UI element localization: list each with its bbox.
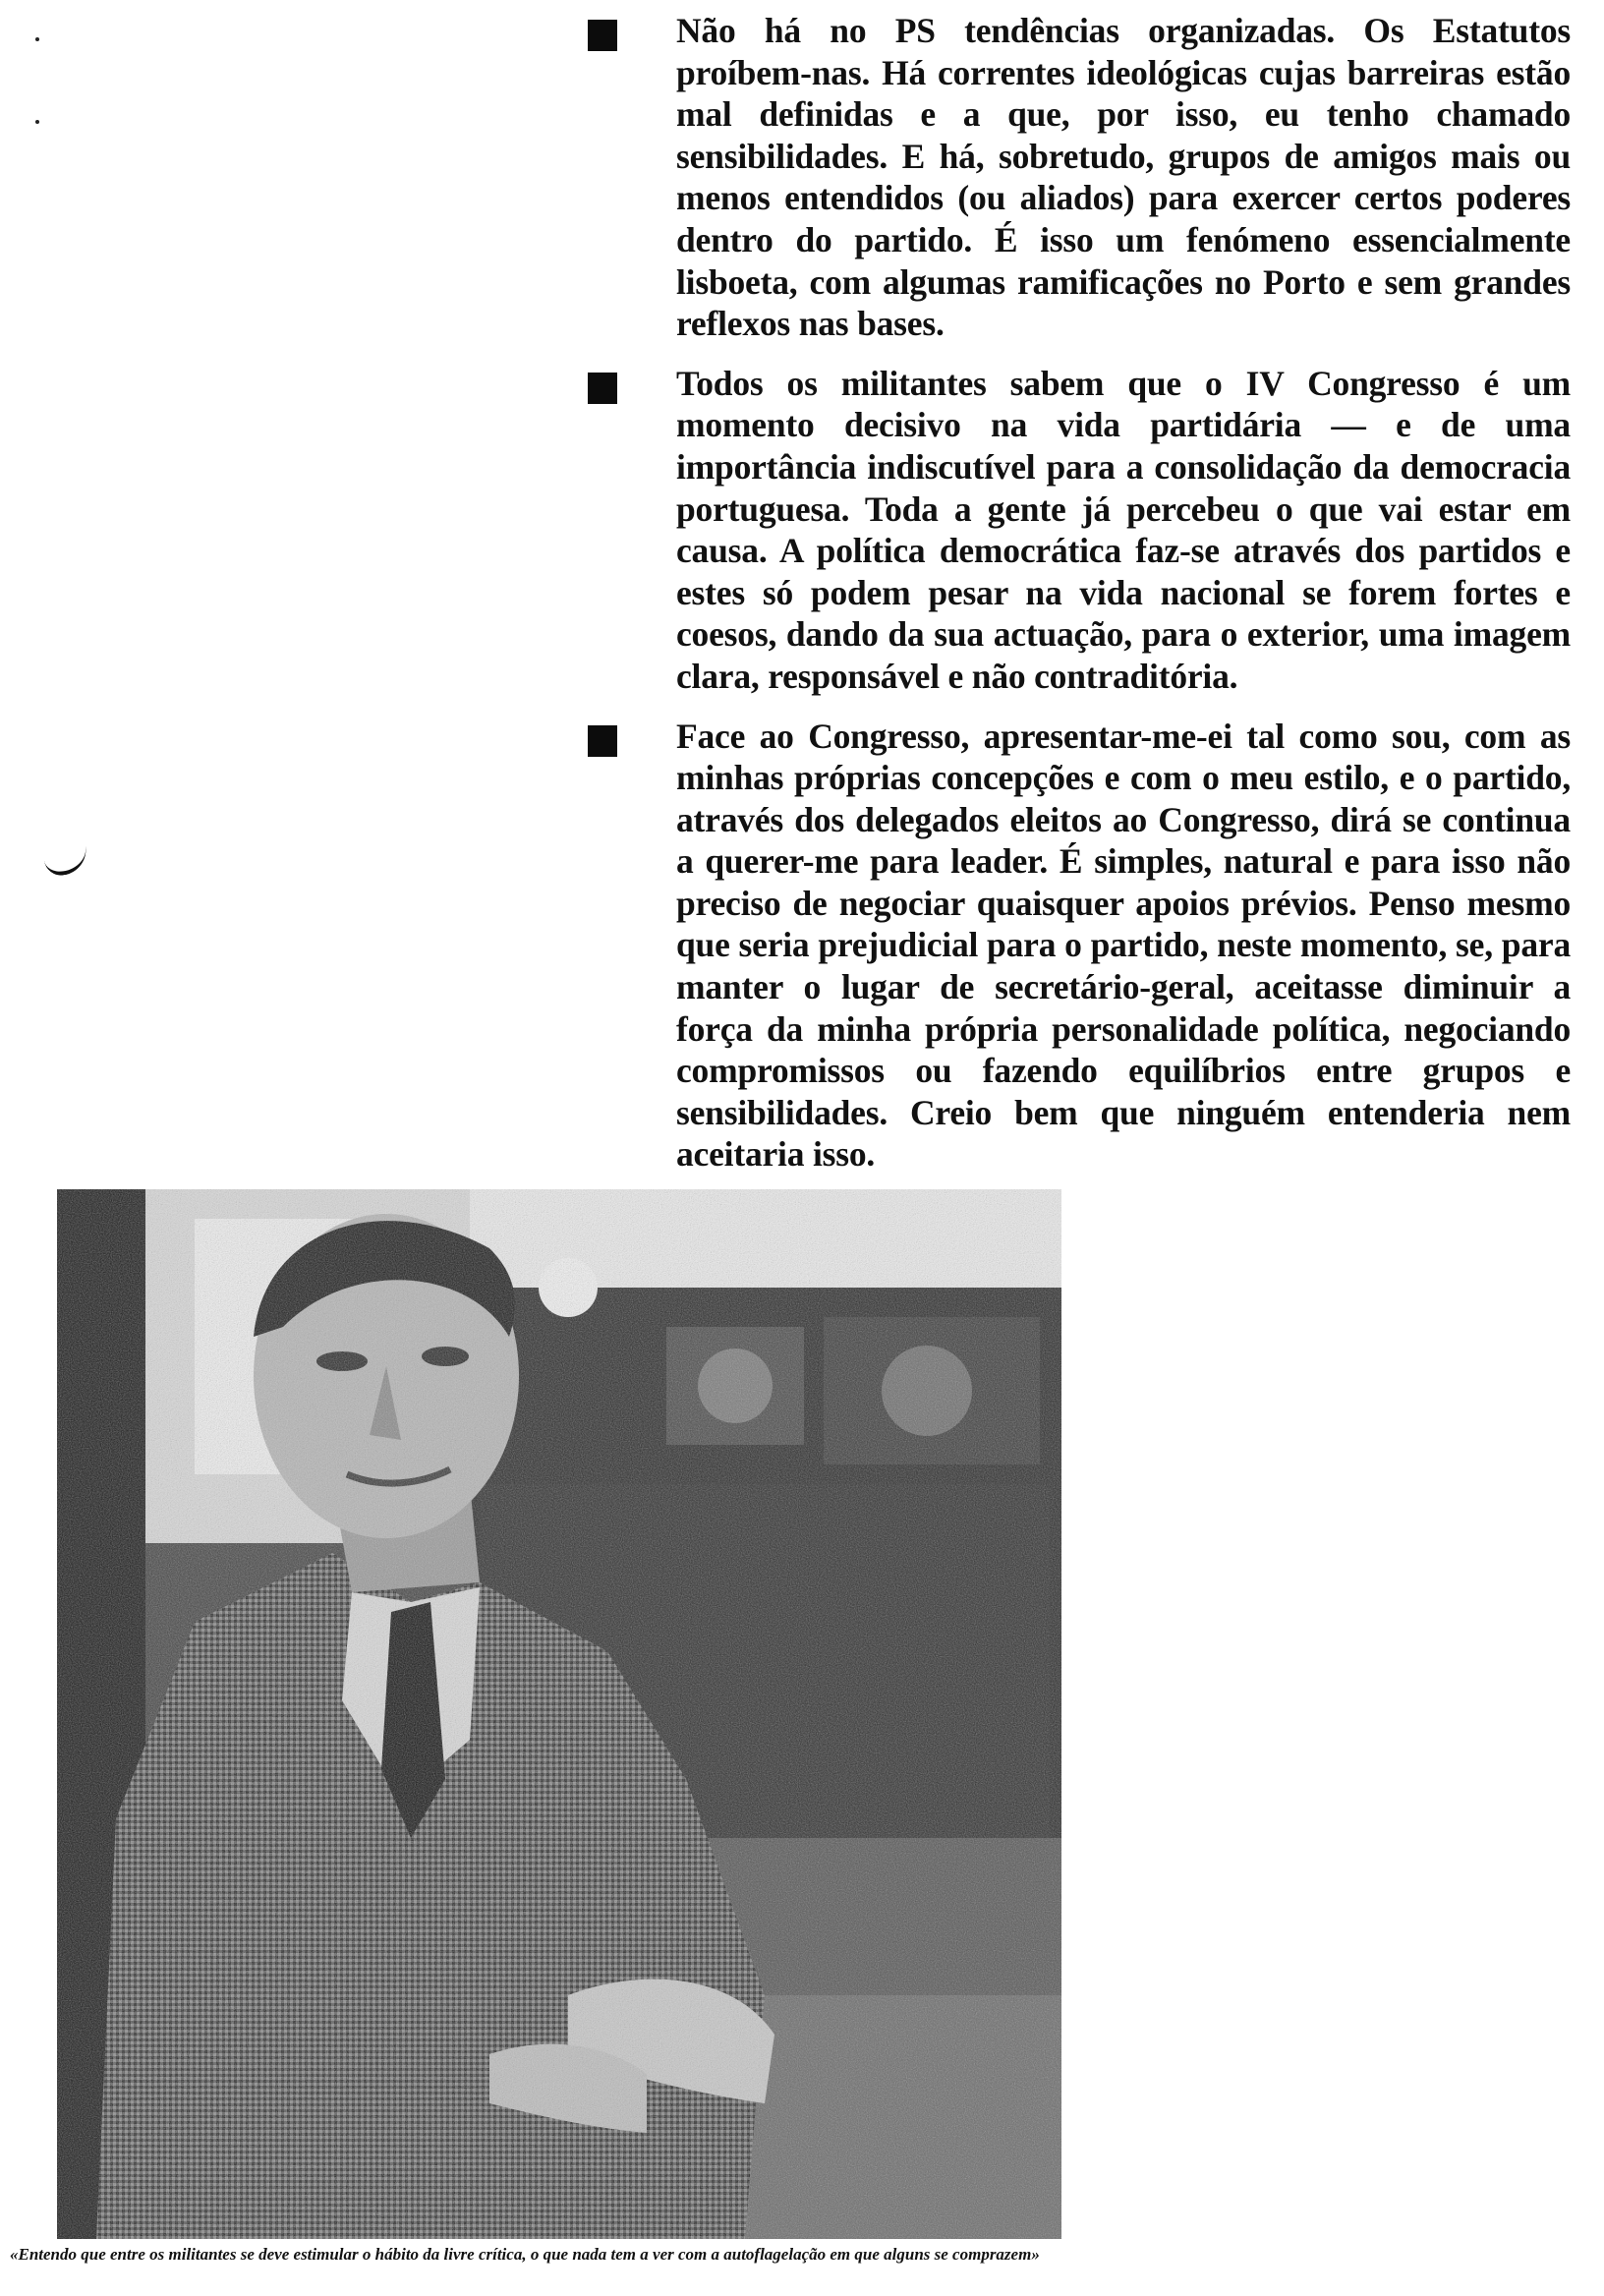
paragraph-text: Todos os militantes sabem que o IV Congresso é um momento decisivo na vida partidária — e de uma importância indiscutível para a consolidação da democracia portuguesa. Toda a gente já percebeu o que vai estar em causa. A política democrática faz-se através dos partidos e estes só podem pesar na vida nacional se forem fortes e coesos, dando da sua actuação, para o exterior, uma imagem clara, responsável e não contraditória. [676, 363, 1571, 696]
bullet-square-icon [588, 373, 617, 404]
portrait-photo [57, 1189, 1061, 2239]
scan-speck [35, 120, 39, 124]
article-paragraph [588, 716, 1571, 1177]
bullet-square-icon [588, 20, 617, 51]
paragraph-text: Face ao Congresso, apresentar-me-ei tal como sou, com as minhas próprias concepções e com o meu estilo, e o partido, através dos delegados eleitos ao Congresso, dirá se continua a querer-me para leader. É simples, natural e para isso não preciso de negociar quaisquer apoios prévios. Penso mesmo que seria prejudicial para o partido, neste momento, se, para manter o lugar de secretário-geral, aceitasse diminuir a força da minha própria personalidade política, negociando compromissos ou fazendo equilíbrios entre grupos e sensibilidades. Creio bem que ninguém entenderia nem aceitaria isso. [676, 716, 1571, 1175]
scan-speck [35, 37, 39, 41]
article-body [588, 10, 1571, 1193]
article-paragraph [588, 10, 1571, 345]
bullet-square-icon [588, 725, 617, 757]
photo-caption: «Entendo que entre os militantes se deve estimular o hábito da livre crítica, o que nada tem a ver com a autoflagelação em que alguns se comprazem» [10, 2245, 1040, 2264]
photo-image [57, 1189, 1061, 2239]
article-paragraph [588, 363, 1571, 698]
scan-mark [40, 829, 89, 878]
paragraph-text: Não há no PS tendências organizadas. Os Estatutos proíbem-nas. Há correntes ideológicas cujas barreiras estão mal definidas e a que, por isso, eu tenho chamado sensibilidades. E há, sobretudo, grupos de amigos mais ou menos entendidos (ou aliados) para exercer certos poderes dentro do partido. É isso um fenómeno essencialmente lisboeta, com algumas ramificações no Porto e sem grandes reflexos nas bases. [676, 11, 1571, 344]
